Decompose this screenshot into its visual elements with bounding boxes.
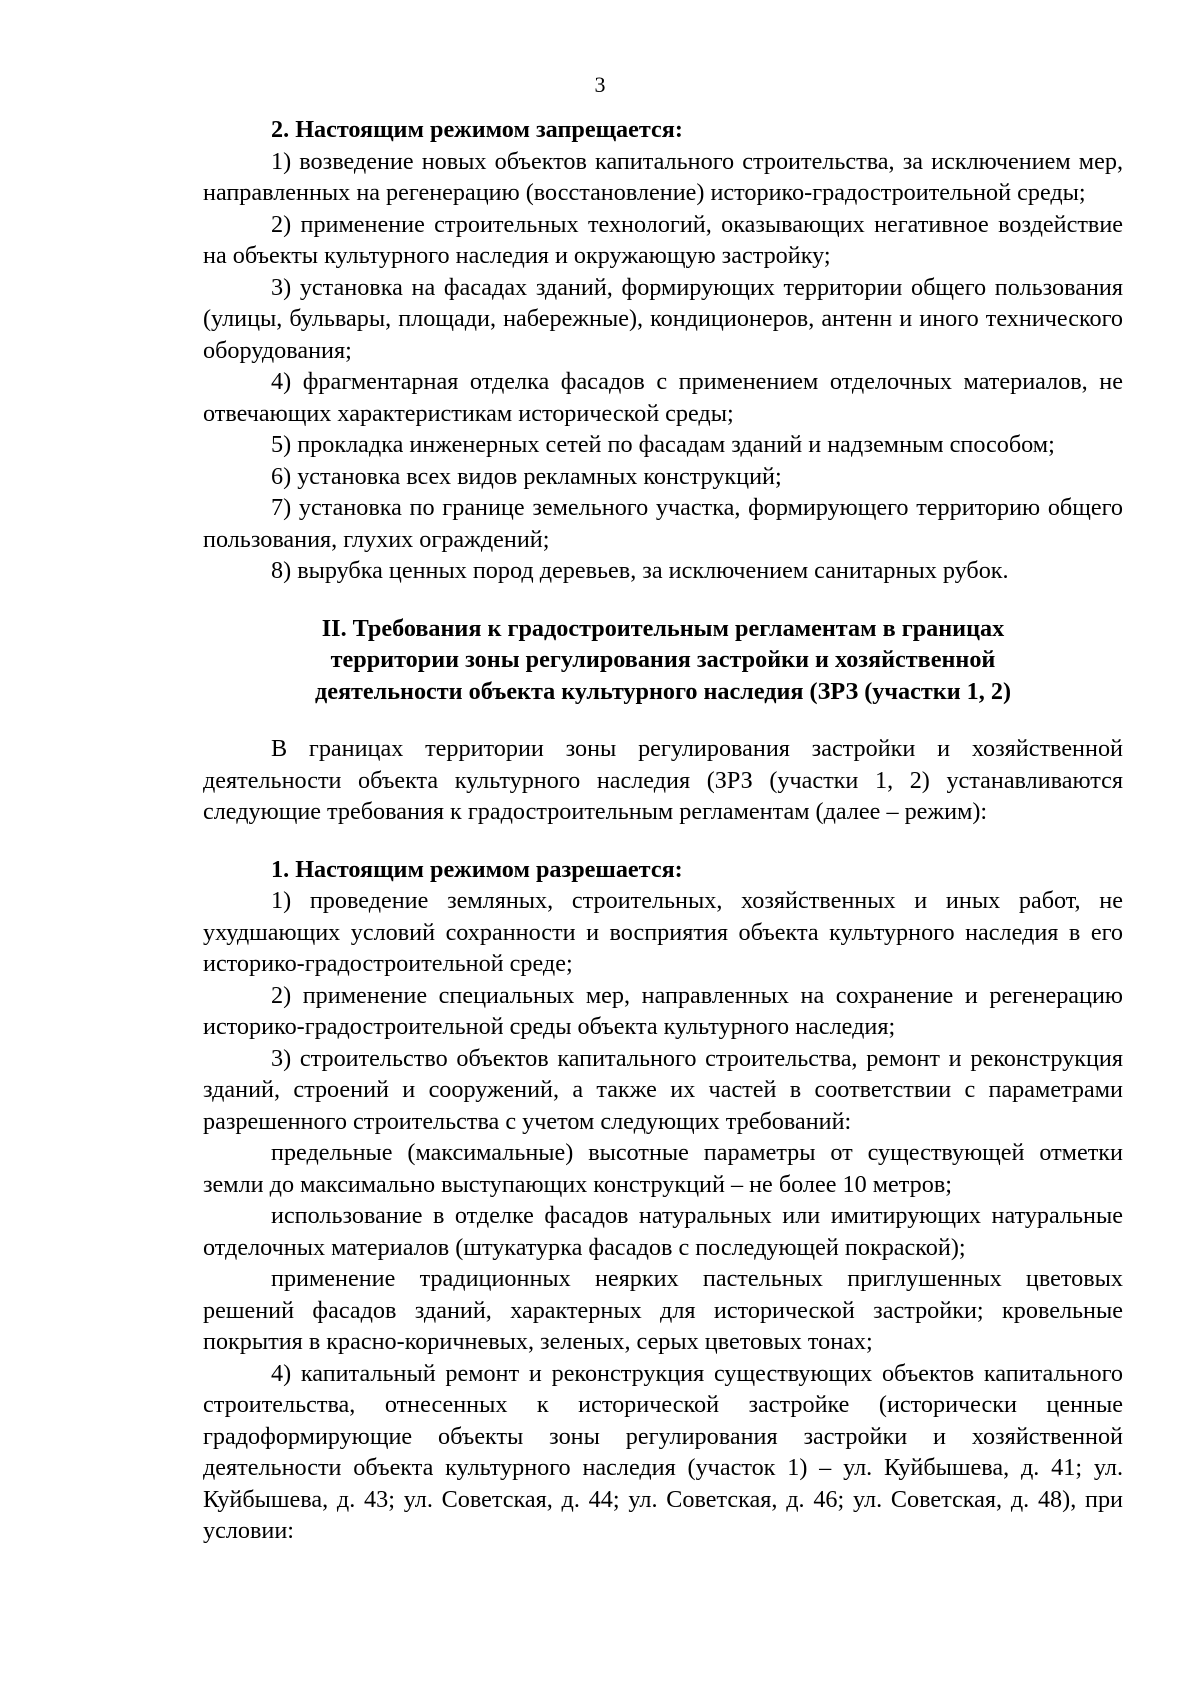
- page-number: 3: [594, 72, 606, 97]
- spacer: [203, 587, 1123, 613]
- prohibited-heading: 2. Настоящим режимом запрещается:: [271, 116, 683, 143]
- permitted-item-4: 4) капитальный ремонт и реконструкция существующих объектов капитального строительства, отнесенных к исторической застройке (исторически ценные градоформирующие объекты зоны регулирования застройки и хозяйственной деятельности объекта культурного наследия (участок 1) – ул. Куйбышева, д. 41; ул. Куйбышева, д. 43; ул. Советская, д. 44; ул. Советская, д. 46; ул. Советская, д. 48), при условии:: [203, 1359, 1123, 1544]
- section-title-line-1: II. Требования к градостроительным регламентам в границах: [321, 614, 1005, 642]
- permitted-item-1: 1) проведение земляных, строительных, хозяйственных и иных работ, не ухудшающих условий сохранности и восприятия объекта культурного наследия в его историко-градостроительной среде;: [203, 887, 1123, 977]
- prohibited-item-5: 5) прокладка инженерных сетей по фасадам зданий и надземным способом;: [271, 431, 1055, 458]
- permitted-subitem-materials: использование в отделке фасадов натуральных или имитирующих натуральные отделочных материалов (штукатурка фасадов с последующей покраской);: [203, 1202, 1123, 1261]
- spacer: [203, 707, 1123, 733]
- prohibited-item-3: 3) установка на фасадах зданий, формирующих территории общего пользования (улицы, бульвары, площади, набережные), кондиционеров, антенн и иного технического оборудования;: [203, 273, 1123, 364]
- section-title-line-2: территории зоны регулирования застройки и хозяйственной: [330, 646, 996, 673]
- prohibited-item-8: 8) вырубка ценных пород деревьев, за исключением санитарных рубок.: [271, 557, 1009, 584]
- permitted-item-3: 3) строительство объектов капитального строительства, ремонт и реконструкция зданий, строений и сооружений, а также их частей в соответствии с параметрами разрешенного строительства с учетом следующих требований:: [203, 1044, 1123, 1135]
- prohibited-item-2: 2) применение строительных технологий, оказывающих негативное воздействие на объекты культурного наследия и окружающую застройку;: [203, 210, 1123, 269]
- prohibited-item-6: 6) установка всех видов рекламных конструкций;: [271, 462, 782, 490]
- section-intro: В границах территории зоны регулирования застройки и хозяйственной деятельности объекта культурного наследия (ЗРЗ (участки 1, 2) устанавливаются следующие требования к градостроительным регламентам (далее – режим):: [203, 735, 1123, 825]
- prohibited-item-7: 7) установка по границе земельного участка, формирующего территорию общего пользования, глухих ограждений;: [203, 494, 1123, 553]
- permitted-heading: 1. Настоящим режимом разрешается:: [271, 855, 683, 883]
- prohibited-item-1: 1) возведение новых объектов капитального строительства, за исключением мер, направленных на регенерацию (восстановление) историко-градостроительной среды;: [203, 147, 1123, 206]
- document-body: [203, 114, 1123, 1547]
- permitted-item-2: 2) применение специальных мер, направленных на сохранение и регенерацию историко-градостроительной среды объекта культурного наследия;: [203, 981, 1123, 1040]
- spacer: [203, 828, 1123, 854]
- permitted-subitem-height: предельные (максимальные) высотные параметры от существующей отметки земли до максимально выступающих конструкций – не более 10 метров;: [203, 1139, 1123, 1198]
- section-title-line-3: деятельности объекта культурного наследия (ЗРЗ (участки 1, 2): [314, 677, 1012, 705]
- permitted-subitem-colors: применение традиционных неярких пастельных приглушенных цветовых решений фасадов зданий, характерных для исторической застройки; кровельные покрытия в красно-коричневых, зеленых, серых цветовых тонах;: [203, 1265, 1123, 1355]
- prohibited-item-4: 4) фрагментарная отделка фасадов с применением отделочных материалов, не отвечающих характеристикам исторической среды;: [203, 368, 1123, 427]
